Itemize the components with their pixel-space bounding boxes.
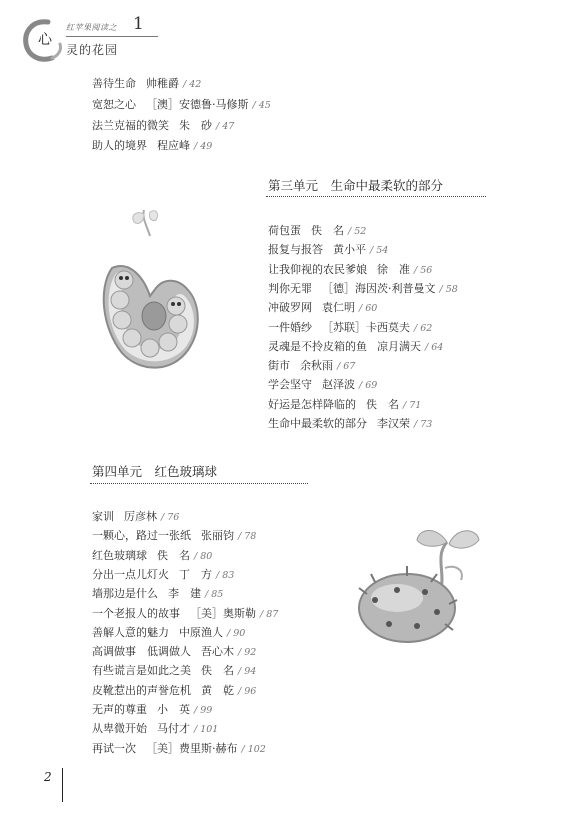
entry-title: 冲破罗网 bbox=[268, 301, 312, 315]
entry-page: / 56 bbox=[414, 264, 433, 276]
entry-title: 助人的境界 bbox=[92, 139, 147, 152]
entry-author: 佚 名 bbox=[311, 224, 344, 237]
toc-entry[interactable] bbox=[92, 510, 179, 525]
entry-page: / 64 bbox=[425, 341, 444, 353]
entry-author: 厉彦林 bbox=[124, 510, 157, 523]
toc-entry[interactable] bbox=[92, 664, 256, 679]
entry-title: 再试一次 bbox=[92, 741, 136, 755]
toc-entry[interactable] bbox=[268, 301, 377, 316]
entry-author: 黄小平 bbox=[333, 243, 366, 257]
entry-page: / 49 bbox=[194, 141, 213, 152]
page-number-divider bbox=[62, 768, 63, 802]
sprout-ball-illustration bbox=[345, 520, 495, 650]
entry-page: / 94 bbox=[238, 666, 257, 678]
entry-author: 丁 方 bbox=[179, 567, 212, 581]
entry-page: / 47 bbox=[216, 121, 235, 132]
entry-title: 学会坚守 bbox=[268, 378, 312, 392]
toc-entry[interactable] bbox=[268, 224, 366, 239]
entry-page: / 67 bbox=[337, 361, 356, 373]
logo-char: 心 bbox=[38, 32, 52, 48]
entry-title: 高调做事 低调做人 bbox=[92, 645, 191, 659]
toc-entry[interactable] bbox=[92, 77, 201, 92]
entry-page: / 69 bbox=[359, 380, 378, 392]
toc-entry[interactable] bbox=[92, 587, 223, 602]
toc-entry[interactable] bbox=[92, 742, 266, 757]
entry-page: / 60 bbox=[359, 303, 378, 315]
toc-entry[interactable] bbox=[92, 645, 256, 660]
header-rule bbox=[66, 36, 158, 37]
entry-page: / 52 bbox=[348, 226, 367, 237]
book-title: 灵的花园 bbox=[66, 43, 119, 57]
entry-title: 判你无罪 bbox=[268, 281, 312, 295]
series-logo bbox=[18, 14, 70, 66]
toc-entry[interactable] bbox=[268, 359, 355, 374]
entry-title: 一件婚纱 bbox=[268, 320, 312, 334]
heart-swirl-icon bbox=[18, 14, 70, 66]
entry-title: 一颗心，路过一张纸 bbox=[92, 529, 191, 543]
unit3-title: 第三单元 生命中最柔软的部分 bbox=[268, 178, 444, 193]
entry-title: 宽恕之心 bbox=[92, 98, 136, 111]
entry-page: / 76 bbox=[161, 512, 180, 523]
toc-entry[interactable] bbox=[92, 568, 234, 583]
entry-page: / 54 bbox=[370, 245, 389, 257]
toc-entry[interactable] bbox=[268, 398, 421, 413]
entry-author: 吾心木 bbox=[201, 645, 234, 659]
entry-page: / 80 bbox=[194, 550, 213, 562]
entry-title: 善解人意的魅力 bbox=[92, 625, 169, 639]
toc-entry[interactable] bbox=[92, 119, 234, 134]
entry-author: 中原渔人 bbox=[179, 625, 223, 639]
entry-title: 无声的尊重 bbox=[92, 703, 147, 716]
toc-entry[interactable] bbox=[268, 243, 388, 258]
entry-page: / 87 bbox=[260, 608, 279, 620]
entry-author: ［美］费里斯·赫布 bbox=[146, 741, 238, 755]
entry-author: 张丽钧 bbox=[201, 529, 234, 543]
entry-title: 灵魂是不拎皮箱的鱼 bbox=[268, 339, 367, 353]
entry-page: / 73 bbox=[414, 419, 433, 430]
entry-author: ［澳］安德鲁·马修斯 bbox=[146, 98, 249, 111]
entry-author: 佚 名 bbox=[366, 397, 399, 411]
unit4-rule bbox=[90, 483, 308, 484]
toc-entry[interactable] bbox=[268, 263, 432, 278]
entry-author: 小 英 bbox=[157, 703, 190, 716]
entry-page: / 102 bbox=[241, 743, 266, 755]
entry-page: / 42 bbox=[183, 79, 202, 90]
entry-author: 佚 名 bbox=[201, 664, 234, 678]
entry-author: 黄 乾 bbox=[201, 683, 234, 697]
entry-page: / 92 bbox=[238, 647, 257, 659]
entry-author: 程应峰 bbox=[157, 139, 190, 152]
entry-author: 凉月满天 bbox=[377, 339, 421, 353]
entry-title: 街市 bbox=[268, 359, 290, 373]
entry-author: 朱 砂 bbox=[179, 119, 212, 132]
entry-author: 马付才 bbox=[157, 722, 190, 736]
unit3-rule bbox=[266, 196, 486, 197]
toc-entry[interactable] bbox=[268, 321, 432, 336]
entry-title: 法兰克福的微笑 bbox=[92, 119, 169, 132]
entry-author: 徐 准 bbox=[377, 262, 410, 276]
entry-page: / 90 bbox=[227, 627, 246, 639]
toc-entry[interactable] bbox=[92, 722, 218, 737]
entry-page: / 96 bbox=[238, 685, 257, 697]
entry-title: 好运是怎样降临的 bbox=[268, 397, 356, 411]
entry-title: 善待生命 bbox=[92, 77, 136, 90]
toc-entry[interactable] bbox=[92, 703, 212, 718]
entry-author: 佚 名 bbox=[157, 548, 190, 562]
entry-author: ［美］奥斯勒 bbox=[190, 606, 256, 620]
toc-entry[interactable] bbox=[92, 98, 271, 113]
entry-title: 一个老报人的故事 bbox=[92, 606, 180, 620]
entry-title: 家训 bbox=[92, 510, 114, 523]
toc-entry[interactable] bbox=[268, 340, 443, 355]
entry-title: 分出一点儿灯火 bbox=[92, 567, 169, 581]
entry-title: 墙那边是什么 bbox=[92, 587, 158, 601]
entry-author: 帅稚爵 bbox=[146, 77, 179, 90]
entry-title: 报复与报答 bbox=[268, 243, 323, 257]
pea-pod-illustration bbox=[92, 208, 212, 378]
entry-page: / 45 bbox=[252, 100, 271, 111]
entry-title: 皮靴惹出的声誉危机 bbox=[92, 683, 191, 697]
entry-page: / 58 bbox=[439, 283, 458, 295]
entry-author: 赵泽波 bbox=[322, 378, 355, 392]
entry-author: 袁仁明 bbox=[322, 301, 355, 315]
entry-title: 从卑微开始 bbox=[92, 722, 147, 736]
entry-author: ［德］海因茨·利普曼文 bbox=[322, 281, 436, 295]
entry-author: 李汉荣 bbox=[377, 417, 410, 430]
entry-author: ［苏联］卡西莫夫 bbox=[322, 320, 410, 334]
entry-title: 荷包蛋 bbox=[268, 224, 301, 237]
entry-page: / 101 bbox=[194, 724, 219, 736]
toc-entry[interactable] bbox=[268, 282, 458, 297]
toc-entry[interactable] bbox=[92, 549, 212, 564]
entry-title: 让我仰视的农民爹娘 bbox=[268, 262, 367, 276]
toc-entry[interactable] bbox=[92, 607, 278, 622]
entry-page: / 62 bbox=[414, 322, 433, 334]
entry-author: 李 建 bbox=[168, 587, 201, 601]
series-volume: 1 bbox=[133, 14, 144, 34]
entry-page: / 83 bbox=[216, 569, 235, 581]
page-number: 2 bbox=[44, 770, 52, 784]
toc-entry[interactable] bbox=[92, 529, 256, 544]
entry-page: / 99 bbox=[194, 705, 213, 716]
toc-entry[interactable] bbox=[92, 684, 256, 699]
toc-entry[interactable] bbox=[268, 417, 432, 432]
unit4-title: 第四单元 红色玻璃球 bbox=[92, 464, 218, 479]
entry-page: / 78 bbox=[238, 531, 257, 543]
toc-entry[interactable] bbox=[268, 378, 377, 393]
entry-page: / 85 bbox=[205, 589, 224, 601]
entry-author: 余秋雨 bbox=[300, 359, 333, 373]
series-name: 红苹果阅读之 bbox=[66, 23, 117, 32]
entry-title: 生命中最柔软的部分 bbox=[268, 417, 367, 430]
toc-entry[interactable] bbox=[92, 139, 212, 154]
entry-title: 红色玻璃球 bbox=[92, 548, 147, 562]
entry-title: 有些谎言是如此之美 bbox=[92, 664, 191, 678]
entry-page: / 71 bbox=[403, 399, 422, 411]
toc-entry[interactable] bbox=[92, 626, 245, 641]
